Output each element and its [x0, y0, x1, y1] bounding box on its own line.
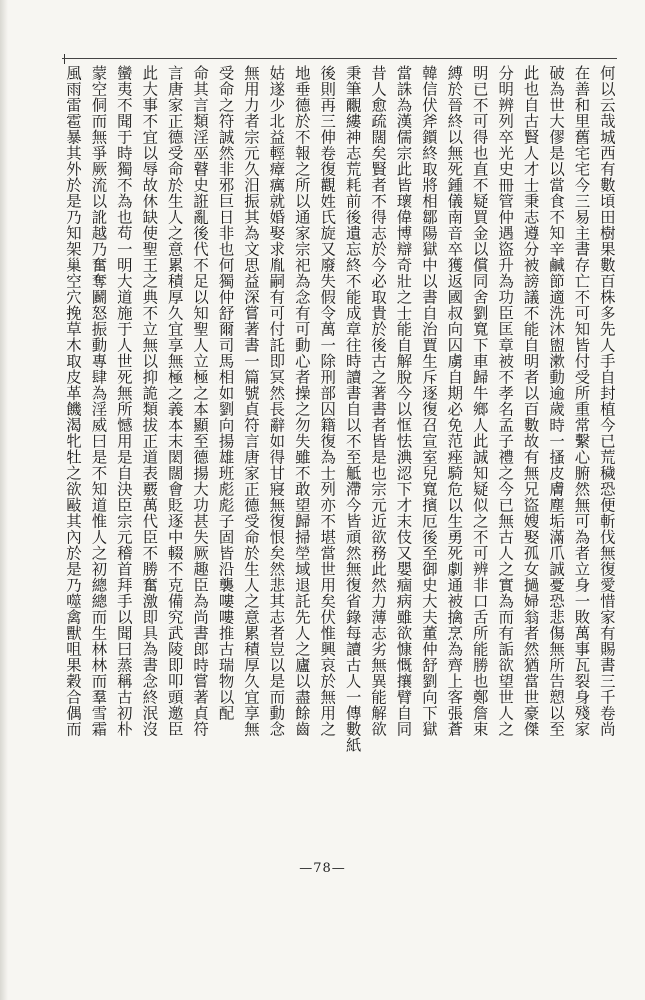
text-column: 此也自古賢人才士秉志遵分被謗議不能自明者以百數故有無兄盜嫂娶孤女撾婦翁者然猶當世豪傑 [521, 65, 540, 737]
text-column: 命其言類淫巫瞽史誑亂後代不足以知聖人立極之本顯至德揚大功甚失厥趣臣為尚書郎時嘗著貞符 [191, 65, 210, 737]
text-column: 風雨雷雹暴其外於是乃知架巢空穴挽草木取皮革饑渴牝牡之欲敺其內於是乃噬禽獸咀果穀合偶而 [64, 65, 82, 737]
text-column: 地垂德於不報之所以通家宗祀為念有可動心者操之勿失雖不敢望歸掃塋域退託先人之廬以盡餘齒 [292, 65, 311, 737]
text-column: 何以云哉城西有數頃田樹果數百株多先人手自封植今已荒穢恐便斬伐無復愛惜家有賜書三千卷尚 [597, 65, 616, 737]
page-gutter-shadow [0, 0, 8, 1000]
text-column: 蠻夷不聞于時獨不為也苟一明大道施于人世死無所憾用是自決臣宗元稽首拜手以聞曰蒸稱古初朴 [114, 65, 133, 737]
page-number: —78— [299, 861, 346, 876]
text-column: 破為世大僇是以當食不知辛鹹節適洗沐盥漱動逾歲時一搔皮膚塵垢滿爪誠憂恐悲傷無所告愬以至 [547, 65, 566, 737]
text-column: 姑遂少北益輕瘴癘就婚娶求胤嗣有可付託即冥然長辭如得甘寢無復恨矣然悲其志者豈以是而動念 [267, 65, 286, 737]
text-column: 後則再三伸卷復觀姓氏旋又廢失假令萬一除刑部囚籍復為士列亦不堪當世用矣伏惟興哀於無用之 [318, 65, 337, 737]
text-column: 言唐家正德受命於生人之意累積厚久宜享無極之義本末閎闊會貶逐中輟不克備究武陵即叩頭邀臣 [165, 65, 184, 737]
text-column: 縛於晉終以無死鍾儀南音卒獲返國叔向囚虜自期必免范痤騎危以生勇死劇通被擒烹為齊上客張蒼 [445, 65, 464, 737]
text-column: 無用力者宗元久汨振其為文思益深嘗著書一篇號貞符言唐家正德受命於生人之意累積厚久宜享無 [241, 65, 260, 737]
text-column: 韓信伏斧鑕終取將相鄒陽獄中以書自治賈生斥逐復召宣室兒寬擯厄後至御史大夫董仲舒劉向下獄 [419, 65, 438, 737]
text-column: 當誅為漢儒宗此皆瓌偉博辯奇壯之士能自解脫今以恇怯淟涊下才末伎又嬰痼病雖欲慷慨攘臂自同 [394, 65, 413, 737]
text-column: 明已不可得也直不疑買金以償同舍劉寬下車歸牛鄉人此誠知疑似之不可辨非口舌所能勝也鄭詹束 [470, 65, 489, 737]
text-block [62, 58, 617, 844]
text-column: 此大事不宜以辱故休缺使聖王之典不立無以抑詭類拔正道表覈萬代臣不勝奮激即具為書念終泯沒 [140, 65, 159, 737]
text-column: 秉筆覼縷神志荒耗前後遺忘終不能成章往時讀書自以不至觝滯今皆頑然無復省錄每讀古人一傳數紙 [343, 65, 362, 753]
text-column: 蒙空侗而無爭厥流以訛越乃奮奪鬬怒振動專肆為淫威曰是不知道惟人之初總總而生林林而羣雪霜 [89, 65, 108, 737]
text-column: 昔人愈疏闊矣賢者不得志於今必取貴於後古之著書者皆是也宗元近欲務此然力薄志劣無異能解欲 [369, 65, 388, 737]
text-columns [62, 65, 617, 844]
text-column: 受命之符誠然非邪巨日非也何獨仲舒爾司馬相如劉向揚雄班彪彪子固皆沿襲嘍嘍推古瑞物以配 [216, 65, 235, 721]
text-column: 在善和里舊宅宅今三易主書存亡不可知皆付受所重常繫心腑然無可為者立身一敗萬事瓦裂身殘家 [572, 65, 591, 737]
text-column: 分明辨列卒光史冊管仲遇盜升為功臣匡章被不孝名孟子禮之今已無古人之實為而有詬欲望世人之 [496, 65, 515, 737]
